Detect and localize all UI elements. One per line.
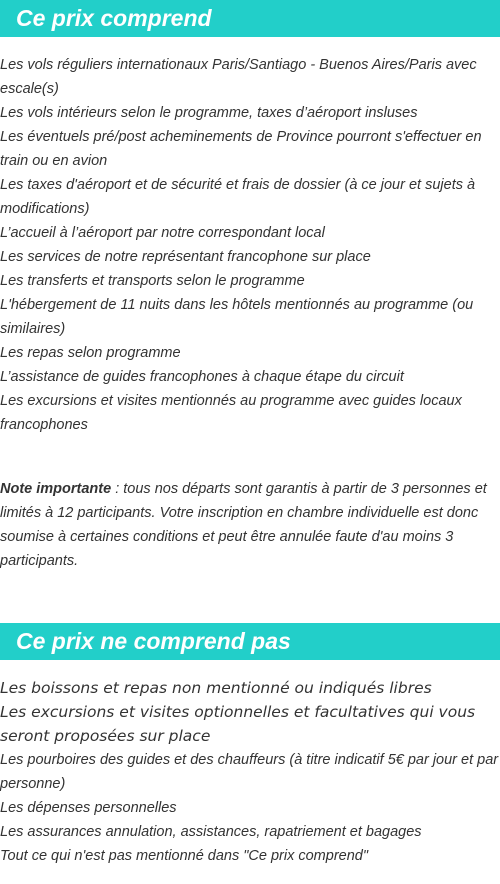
excludes-item: Les excursions et visites optionnelles et facultatives qui vous seront proposées sur place [0,703,476,745]
includes-item: L’accueil à l’aéroport par notre correspondant local [0,225,325,241]
includes-item: Les transferts et transports selon le programme [0,273,305,289]
excludes-list [0,676,500,868]
important-note-text: : tous nos départs sont garantis à partir de 3 personnes et limités à 12 participants. Votre inscription en chambre individuelle est donc soumise à certaines conditions et peut être annulée faute d'au moins 3 participants. [0,481,487,569]
includes-item: Les services de notre représentant francophone sur place [0,249,371,265]
important-note-label: Note importante [0,481,112,497]
includes-title: Ce prix comprend [16,5,212,31]
includes-item: Les vols réguliers internationaux Paris/Santiago - Buenos Aires/Paris avec escale(s) [0,57,477,97]
includes-item: Les repas selon programme [0,345,181,361]
excludes-item: Tout ce qui n'est pas mentionné dans "Ce prix comprend" [0,848,368,864]
includes-item: Les excursions et visites mentionnés au programme avec guides locaux francophones [0,393,462,433]
excludes-title: Ce prix ne comprend pas [16,628,291,654]
includes-item: Les vols intérieurs selon le programme, taxes d’aéroport insluses [0,105,418,121]
excludes-section-header [0,623,500,660]
includes-item: L’assistance de guides francophones à chaque étape du circuit [0,369,404,385]
excludes-item: Les dépenses personnelles [0,800,177,816]
excludes-item: Les boissons et repas non mentionné ou indiqués libres [0,679,432,697]
includes-item: L'hébergement de 11 nuits dans les hôtels mentionnés au programme (ou similaires) [0,297,474,337]
includes-item: Les taxes d'aéroport et de sécurité et frais de dossier (à ce jour et sujets à modifications) [0,177,476,217]
excludes-item: Les pourboires des guides et des chauffeurs (à titre indicatif 5€ par jour et par personne) [0,752,499,792]
includes-item: Les éventuels pré/post acheminements de Province pourront s'effectuer en train ou en avion [0,129,482,169]
includes-section-header [0,0,500,37]
includes-list [0,53,500,437]
excludes-item: Les assurances annulation, assistances, rapatriement et bagages [0,824,422,840]
important-note [0,477,500,573]
